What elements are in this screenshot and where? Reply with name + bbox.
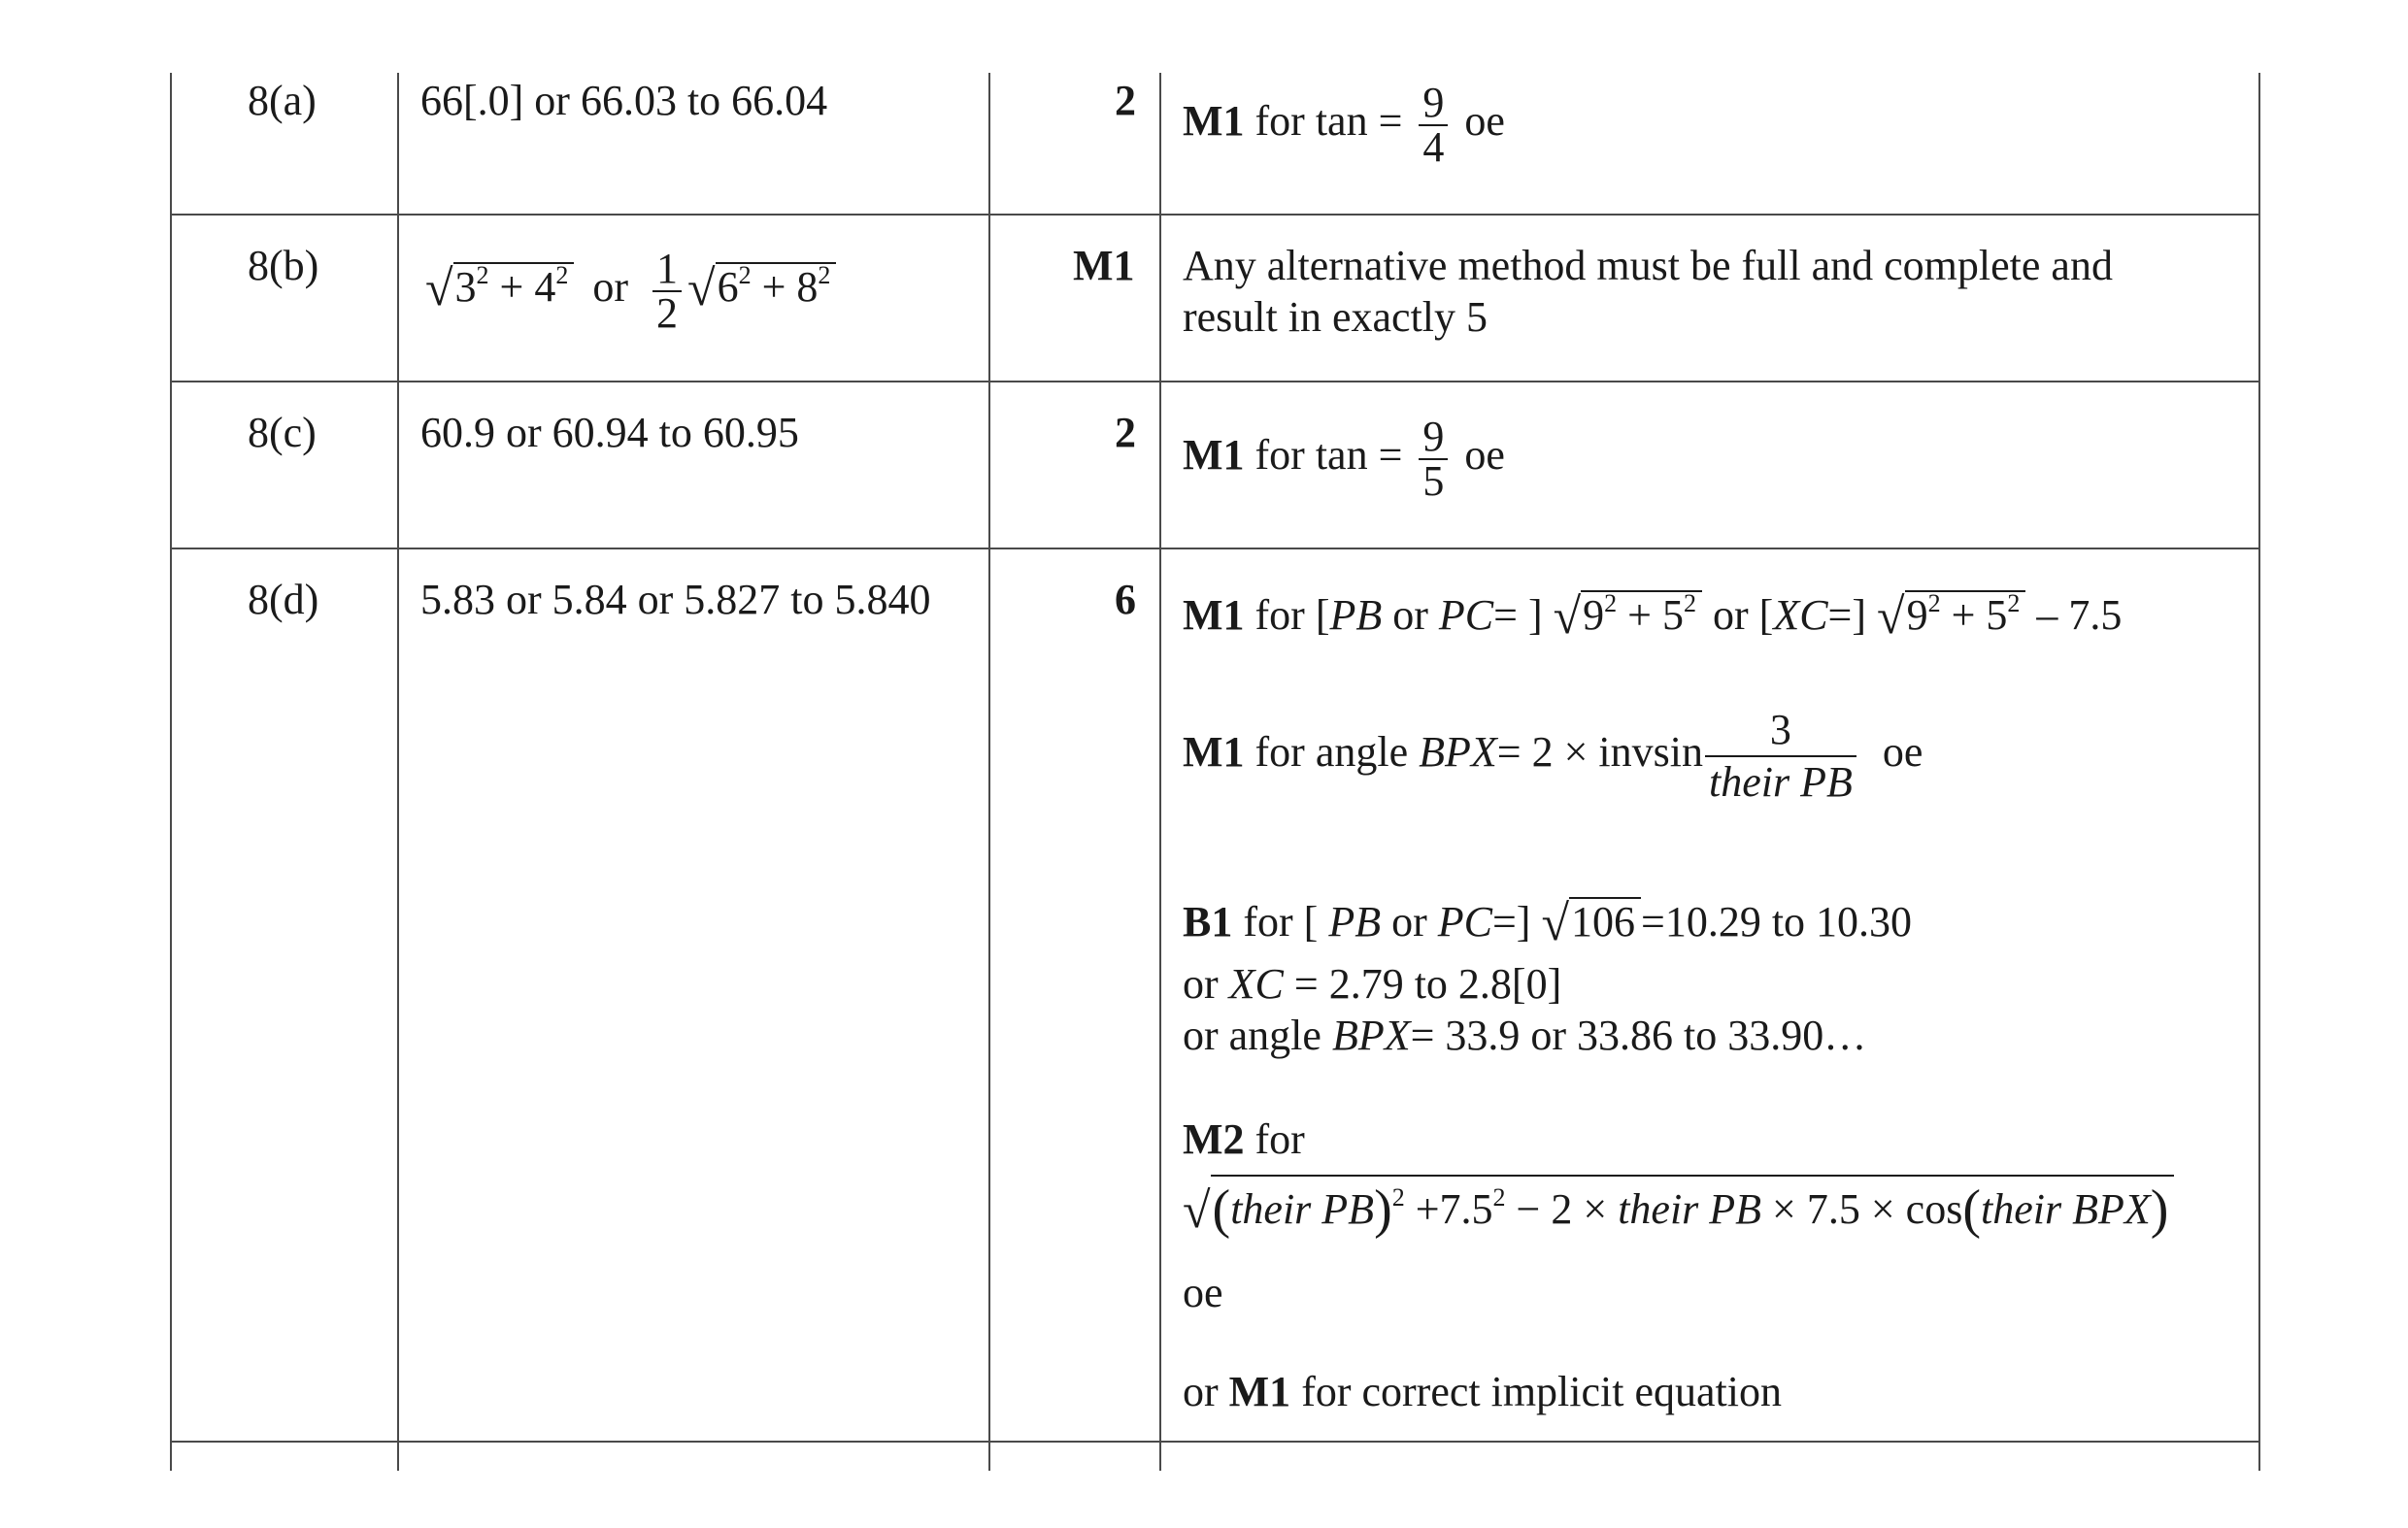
square-root: $√9^2 + 5^2$ [1877,588,2025,639]
answer-expression [425,245,836,337]
guidance-alternative [1183,1368,1782,1415]
mark-code: M1 [1228,1368,1291,1415]
segment-label: XC [1228,960,1284,1008]
square-root: $√3^2 + 4^2$ [425,260,574,311]
segment-label: PC [1438,591,1494,639]
question-number: 8(c) [248,409,317,456]
guidance-phrase: for correct implicit equation [1301,1368,1782,1415]
mark-code: M1 [1183,97,1245,146]
fraction-denominator: their PB [1705,755,1856,804]
marks-value: 2 [1115,409,1136,456]
guidance-phrase: or angle [1183,1012,1321,1059]
guidance-method-1 [1183,588,2123,645]
guidance-phrase: for [ [1254,591,1330,639]
exponent: 2 [1391,1183,1405,1212]
fraction-denominator: 4 [1419,124,1448,169]
mark-code: M1 [1183,431,1245,480]
operator: =] [1827,591,1867,639]
square-root: $√9^2 + 5^2$ [1554,588,1702,639]
operator: = ] [1493,591,1543,639]
fraction-numerator: 9 [1422,413,1445,460]
their-value: their BPX [1980,1185,2151,1233]
table-divider-3 [1159,73,1161,1471]
guidance-text [1183,415,1505,503]
square-root: √106 [1541,895,1641,946]
exponent: 2 [1492,1183,1506,1212]
exponent: 2 [476,261,489,290]
guidance-phrase: for tan = [1254,97,1403,146]
guidance-phrase: = 2 × invsin [1496,728,1703,777]
question-number: 8(d) [248,576,319,623]
row-separator-3 [170,548,2260,549]
exponent: 2 [818,261,831,290]
segment-label: PB [1329,591,1383,639]
guidance-b1-line-1 [1183,895,1913,951]
exponent: 2 [2007,589,2021,617]
table-divider-1 [397,73,399,1471]
answer-text: 66[.0] or 66.03 to 66.04 [420,77,828,124]
value-range: =10.29 to 10.30 [1641,898,1913,946]
operator: + [761,263,786,312]
fraction-numerator: 3 [1769,706,1791,753]
guidance-m2-heading [1183,1115,1305,1163]
term: 6 [717,263,739,312]
answer-text: 60.9 or 60.94 to 60.95 [420,409,799,456]
mark-code: M1 [1183,591,1245,639]
table-divider-2 [988,73,990,1471]
fraction-numerator: 9 [1422,79,1445,126]
operator: − 2 × [1516,1185,1608,1233]
fraction [1705,706,1856,806]
table-border-left [170,73,172,1471]
segment-label: XC [1773,591,1828,639]
exponent: 2 [1604,589,1618,617]
guidance-line: result in exactly 5 [1183,293,1488,341]
square-root: $√6^2 + 8^2$ [687,260,836,311]
guidance-method-2 [1183,706,1923,806]
operator: × 7.5 × cos [1772,1185,1963,1233]
term: 9 [1906,591,1928,639]
guidance-phrase: for angle [1254,728,1409,777]
guidance-phrase: for [ [1243,898,1319,946]
exponent: 2 [555,261,569,290]
term: 5 [1662,591,1684,639]
fraction-numerator: 1 [656,245,679,292]
guidance-phrase: for [1254,1115,1305,1163]
guidance-line: Any alternative method must be full and complete and [1183,242,2113,289]
operator: – 7.5 [2036,591,2123,639]
or-word: or [1391,898,1427,946]
oe-note: oe [1882,728,1923,777]
oe-note: oe [1464,97,1505,146]
answer-text: 5.83 or 5.84 or 5.827 to 5.840 [420,576,931,623]
fraction [1419,79,1448,171]
term: 5 [1986,591,2008,639]
operator: + [1627,591,1652,639]
oe-note: oe [1464,431,1505,480]
guidance-text [1183,79,1505,171]
row-separator-4 [170,1441,2260,1443]
or-word: or [1183,1368,1219,1415]
or-word: or [592,263,629,312]
table-border-right [2258,73,2260,1471]
question-number: 8(a) [248,77,317,124]
fraction-denominator: 5 [1419,458,1448,503]
fraction-denominator: 2 [652,290,682,335]
angle-label: BPX [1419,728,1497,777]
term: 9 [1583,591,1605,639]
row-separator-1 [170,214,2260,216]
square-root: √(their $PB)^2 +7.5^2 - 2$ × their PB × 7.5 × cos(their BPX) [1183,1175,2174,1233]
exponent: 2 [1927,589,1941,617]
radicand: 106 [1569,897,1641,944]
their-value: their PB [1230,1185,1375,1233]
question-number: 8(b) [248,242,319,289]
angle-label: BPX [1331,1012,1411,1059]
guidance-b1-line-2 [1183,960,1562,1008]
operator: +7.5 [1415,1185,1493,1233]
term: 4 [534,263,556,312]
fraction [1419,415,1448,503]
or-word: or [ [1713,591,1774,639]
operator: =] [1491,898,1531,946]
guidance-b1-line-3 [1183,1014,1866,1057]
or-word: or [1392,591,1428,639]
term: 8 [796,263,819,312]
or-word: or [1183,960,1219,1008]
value-range: = 33.9 or 33.86 to 33.90… [1410,1012,1867,1059]
mark-code: M1 [1183,728,1245,777]
exponent: 2 [738,261,752,290]
segment-label: PB [1328,898,1382,946]
mark-code: B1 [1183,898,1233,946]
exponent: 2 [1684,589,1696,617]
fraction [652,245,682,337]
guidance-m2-oe: oe [1183,1269,1223,1316]
row-separator-2 [170,381,2260,382]
marks-value: 2 [1115,77,1136,124]
segment-label: PC [1437,898,1492,946]
term: 3 [454,263,477,312]
operator: + [1951,591,1976,639]
marks-value: 6 [1115,576,1136,623]
value-range: = 2.79 to 2.8[0] [1293,960,1562,1008]
operator: + [499,263,524,312]
mark-code: M2 [1183,1115,1245,1163]
guidance-phrase: for tan = [1254,431,1403,480]
guidance-m2-formula [1183,1175,2174,1240]
their-value: their PB [1618,1185,1762,1233]
marks-value: M1 [1073,242,1135,289]
